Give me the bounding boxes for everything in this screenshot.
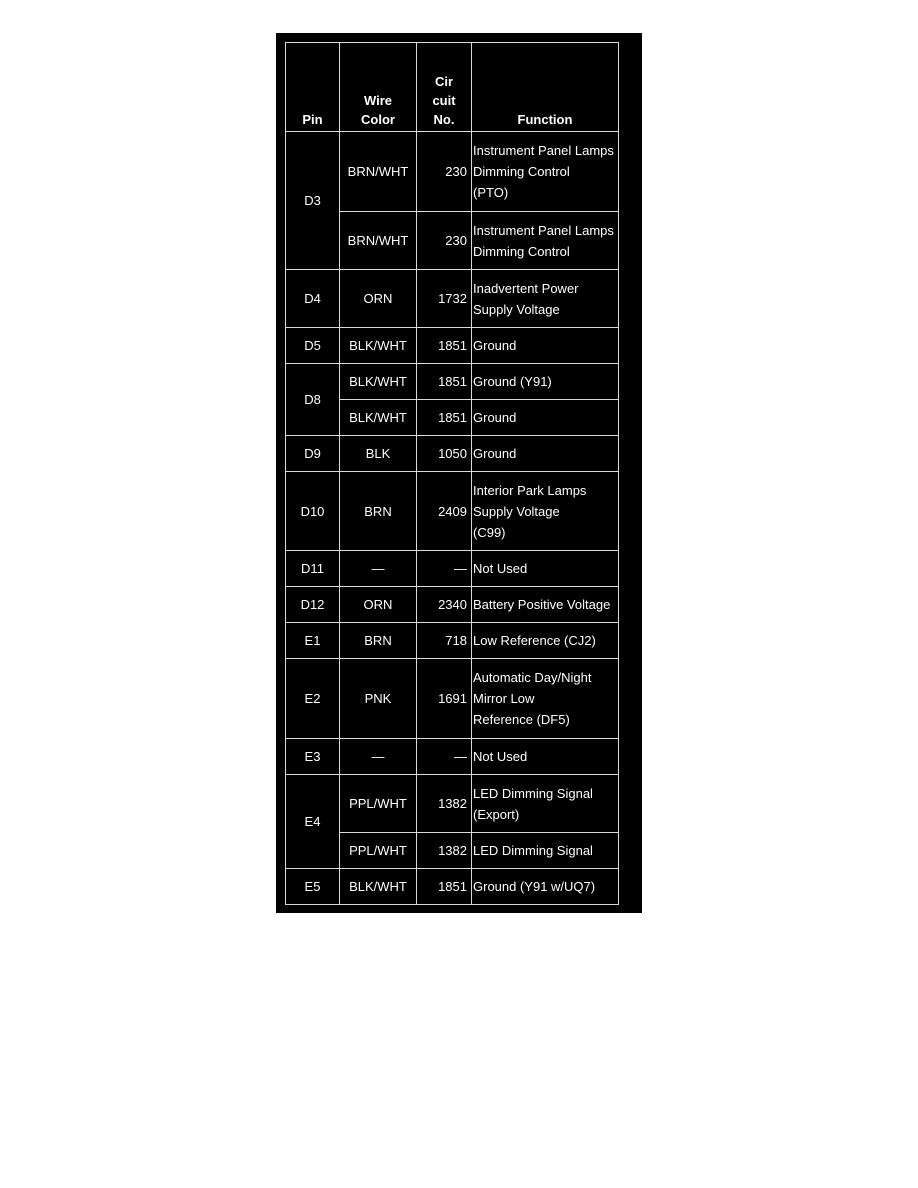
wire-color-cell: BLK/WHT (340, 869, 417, 905)
circuit-number-cell: 1382 (417, 775, 472, 833)
circuit-number-cell: 1851 (417, 328, 472, 364)
wire-color-cell: — (340, 739, 417, 775)
circuit-number-header: Cir cuit No. (417, 43, 472, 132)
pin-header: Pin (286, 43, 340, 132)
wire-color-header: Wire Color (340, 43, 417, 132)
table-row (286, 587, 619, 623)
circuit-number-cell: 1851 (417, 364, 472, 400)
function-cell: LED Dimming Signal (472, 833, 619, 869)
circuit-number-cell: 2340 (417, 587, 472, 623)
table-row (286, 132, 619, 212)
pin-cell: D10 (286, 472, 340, 551)
table-row (286, 472, 619, 551)
pin-cell: D8 (286, 364, 340, 436)
wire-color-cell: BRN/WHT (340, 132, 417, 212)
circuit-number-cell: 1691 (417, 659, 472, 739)
wire-color-cell: ORN (340, 270, 417, 328)
pin-cell: E3 (286, 739, 340, 775)
function-cell: Ground (Y91 w/UQ7) (472, 869, 619, 905)
table-row (286, 364, 619, 400)
pin-cell: E2 (286, 659, 340, 739)
circuit-number-cell: 1851 (417, 869, 472, 905)
circuit-number-cell: 1050 (417, 436, 472, 472)
function-cell: Inadvertent Power Supply Voltage (472, 270, 619, 328)
wire-color-cell: BRN (340, 623, 417, 659)
table-row (286, 623, 619, 659)
circuit-number-cell: 2409 (417, 472, 472, 551)
function-cell: Interior Park Lamps Supply Voltage (C99) (472, 472, 619, 551)
wire-color-cell: BLK/WHT (340, 364, 417, 400)
wire-color-cell: ORN (340, 587, 417, 623)
pin-cell: D3 (286, 132, 340, 270)
function-cell: Ground (472, 436, 619, 472)
pin-cell: D11 (286, 551, 340, 587)
pin-cell: D9 (286, 436, 340, 472)
table-row (286, 775, 619, 833)
wire-color-cell: — (340, 551, 417, 587)
wire-color-cell: BLK (340, 436, 417, 472)
circuit-number-cell: 1732 (417, 270, 472, 328)
circuit-number-cell: 718 (417, 623, 472, 659)
circuit-number-cell: 230 (417, 132, 472, 212)
table-row (286, 436, 619, 472)
pin-cell: E5 (286, 869, 340, 905)
circuit-number-cell: 1851 (417, 400, 472, 436)
wire-color-cell: BLK/WHT (340, 400, 417, 436)
circuit-number-cell: 1382 (417, 833, 472, 869)
connector-pinout-panel (276, 33, 642, 913)
pin-cell: D4 (286, 270, 340, 328)
function-header: Function (472, 43, 619, 132)
function-cell: Not Used (472, 551, 619, 587)
wire-color-cell: PNK (340, 659, 417, 739)
table-row (286, 551, 619, 587)
table-row (286, 270, 619, 328)
function-cell: Low Reference (CJ2) (472, 623, 619, 659)
wire-color-cell: PPL/WHT (340, 833, 417, 869)
function-cell: Battery Positive Voltage (472, 587, 619, 623)
circuit-number-cell: 230 (417, 212, 472, 270)
table-row (286, 328, 619, 364)
function-cell: Instrument Panel Lamps Dimming Control (472, 212, 619, 270)
pin-cell: E4 (286, 775, 340, 869)
function-cell: Ground (472, 328, 619, 364)
pin-cell: D12 (286, 587, 340, 623)
circuit-number-cell: — (417, 739, 472, 775)
function-cell: Not Used (472, 739, 619, 775)
table-row (286, 869, 619, 905)
wire-color-cell: BLK/WHT (340, 328, 417, 364)
table-row (286, 739, 619, 775)
pin-cell: D5 (286, 328, 340, 364)
function-cell: Automatic Day/Night Mirror Low Reference (DF5) (472, 659, 619, 739)
function-cell: Instrument Panel Lamps Dimming Control (PTO) (472, 132, 619, 212)
wire-color-cell: PPL/WHT (340, 775, 417, 833)
pin-cell: E1 (286, 623, 340, 659)
wire-color-cell: BRN/WHT (340, 212, 417, 270)
table-row (286, 659, 619, 739)
pinout-rows (286, 132, 619, 905)
function-cell: Ground (Y91) (472, 364, 619, 400)
function-cell: LED Dimming Signal (Export) (472, 775, 619, 833)
header-row (286, 43, 619, 132)
wire-color-cell: BRN (340, 472, 417, 551)
function-cell: Ground (472, 400, 619, 436)
circuit-number-cell: — (417, 551, 472, 587)
pinout-table (285, 42, 619, 905)
